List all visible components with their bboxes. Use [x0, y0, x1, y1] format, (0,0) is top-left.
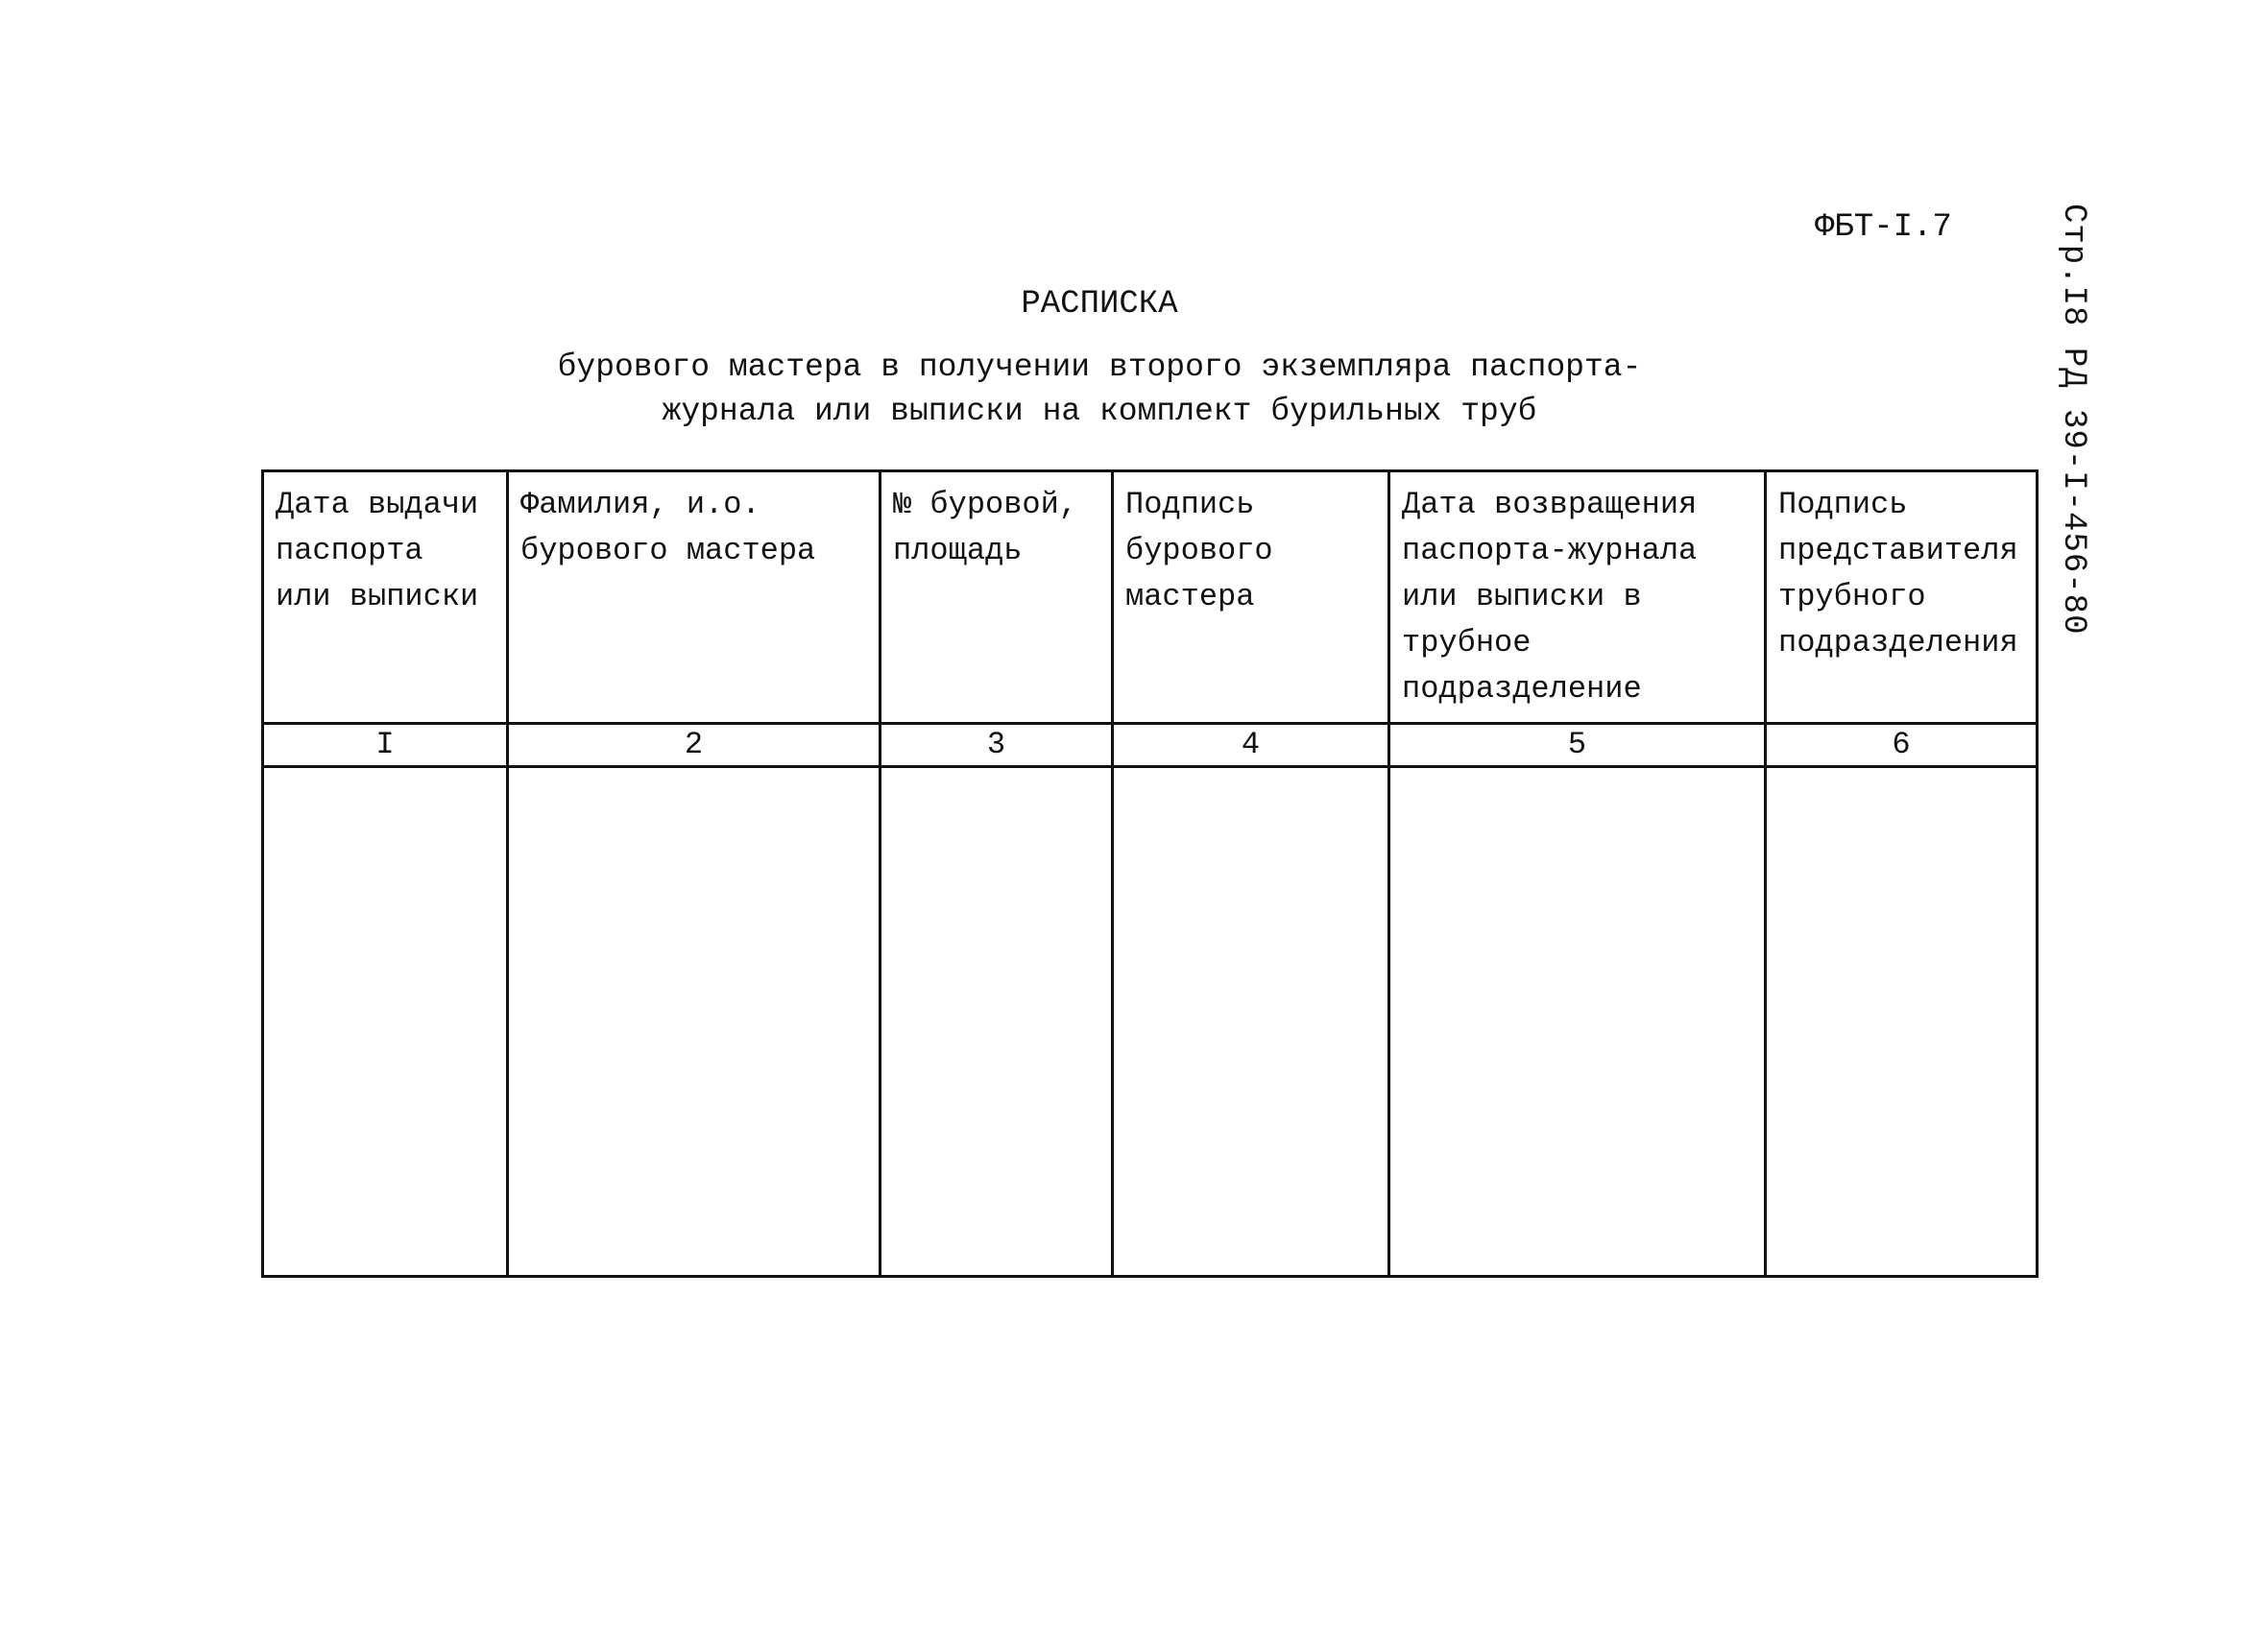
- column-number: I: [263, 724, 508, 767]
- header-row: [263, 471, 2038, 724]
- column-number: 3: [881, 724, 1113, 767]
- subtitle-line-2: журнала или выписки на комплект бурильных труб: [662, 394, 1537, 429]
- column-number: 5: [1389, 724, 1766, 767]
- empty-cell: [263, 767, 508, 1277]
- column-header: № буровой, площадь: [881, 471, 1113, 724]
- document-title: РАСПИСКА: [1021, 286, 1178, 323]
- empty-cell: [1113, 767, 1389, 1277]
- empty-cell: [508, 767, 881, 1277]
- column-header: Дата выдачи паспорта или выписки: [263, 471, 508, 724]
- page-reference: Стр.I8 РД 39-I-456-80: [2055, 204, 2091, 636]
- empty-cell: [881, 767, 1113, 1277]
- empty-cell: [1766, 767, 2038, 1277]
- column-number-row: [263, 724, 2038, 767]
- column-number: 2: [508, 724, 881, 767]
- column-header: Фамилия, и.о. бурового мастера: [508, 471, 881, 724]
- empty-cell: [1389, 767, 1766, 1277]
- column-header: Подпись представителя трубного подразделения: [1766, 471, 2038, 724]
- column-header: Подпись бурового мастера: [1113, 471, 1389, 724]
- column-number: 6: [1766, 724, 2038, 767]
- receipt-table: [261, 469, 2039, 1278]
- form-code: ФБТ-I.7: [1815, 209, 1952, 246]
- column-number: 4: [1113, 724, 1389, 767]
- table-row: [263, 767, 2038, 1277]
- subtitle-line-1: бурового мастера в получении второго экземпляра паспорта-: [557, 349, 1642, 385]
- column-header: Дата возвращения паспорта-журнала или выписки в трубное подразделение: [1389, 471, 1766, 724]
